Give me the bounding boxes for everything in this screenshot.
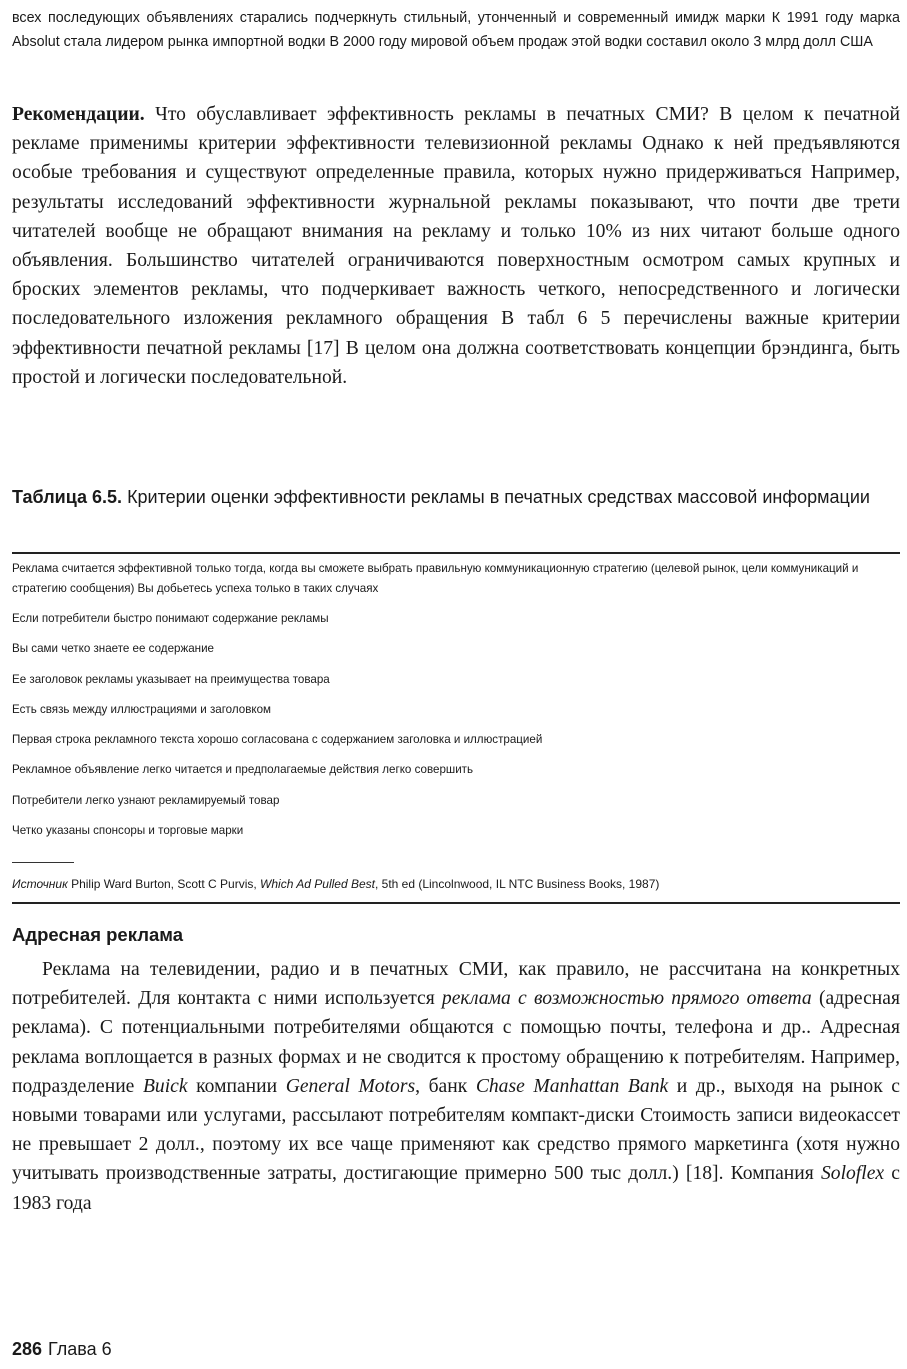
recommendations-paragraph (12, 100, 900, 392)
brand-chase: Chase Manhattan Bank (475, 1075, 669, 1097)
document-page (12, 0, 900, 1369)
criteria-row: Реклама считается эффективной только тогда, когда вы сможете выбрать правильную коммуникационную стратегию (целевой рынок, цели коммуникаций и стратегию сообщения) Вы добьетесь успеха только в таких случаях (12, 562, 859, 595)
section-heading: Адресная реклама (12, 924, 183, 945)
text-run: с 1983 года (12, 1163, 900, 1214)
table-source (12, 874, 900, 894)
table-bottom-rule (12, 902, 900, 904)
source-authors: Philip Ward Burton, Scott C Purvis, (67, 877, 261, 891)
page-footer (12, 1336, 112, 1362)
chapter-label: Глава 6 (48, 1339, 112, 1359)
source-label: Источник (12, 877, 68, 891)
lead-paragraph: всех последующих объявлениях старались подчеркнуть стильный, утонченный и современный имидж марки К 1991 году марка Absolut стала лидером рынка импортной водки В 2000 году мировой объем продаж этой водки составил около 3 млрд долл США (12, 10, 900, 50)
source-title: Which Ad Pulled Best (260, 877, 375, 891)
criteria-row: Потребители легко узнают рекламируемый товар (12, 793, 280, 807)
table-number: Таблица 6.5. (12, 487, 123, 507)
page-number: 286 (12, 1339, 43, 1359)
text-run: , банк (415, 1075, 476, 1097)
brand-buick: Buick (142, 1075, 188, 1097)
criteria-row: Если потребители быстро понимают содержание рекламы (12, 612, 329, 625)
brand-soloflex: Soloflex (820, 1163, 885, 1185)
text-run: компании (187, 1075, 286, 1097)
criteria-row: Ее заголовок рекламы указывает на преимущества товара (12, 672, 330, 686)
term-direct-response: реклама с возможностью прямого ответа (441, 988, 812, 1010)
criteria-row: Вы сами четко знаете ее содержание (12, 642, 214, 656)
table-top-rule (12, 552, 900, 554)
text-run: и др., выходя на рынок с новыми товарами или услугами, рассылают потребителям компакт-диски Стоимость записи видеокассет не превышает 2 долл., поэтому их все чаще применяют как средство прямого маркетинга (хотя нужно учитывать производственные затраты, достигающие примерно 500 тыс долл.) [18]. Компания (12, 1075, 901, 1185)
section-body (12, 955, 900, 1218)
table-caption (12, 483, 900, 512)
criteria-row: Первая строка рекламного текста хорошо согласована с содержанием заголовка и иллюстрацией (12, 733, 543, 747)
recommendations-text: Что обуславливает эффективность рекламы в печатных СМИ? В целом к печатной рекламе применимы критерии эффективности телевизионной рекламы Однако к ней предъявляются особые требования и существуют определенные правила, которых нужно придерживаться Например, результаты исследований эффективности журнальной рекламы показывают, что почти две трети читателей вообще не обращают внимания на рекламу и только 10% из них читают больше одного объявления. Большинство читателей ограничиваются поверхностным осмотром самых крупных и броских элементов рекламы, что подчеркивает важность четкого, непосредственного и логически последовательного изложения рекламного обращения В табл 6 5 перечислены важные критерии эффективности печатной рекламы [17] В целом она должна соответствовать концепции брэндинга, быть простой и логически последовательной. (12, 104, 900, 388)
text-run: (адресная реклама). С потенциальными потребителями общаются с помощью почты, телефона и др.. Адресная реклама воплощается в разных формах и не сводится к простому обращению к потребителям. Например, подразделение (12, 988, 901, 1097)
source-rest: , 5th ed (Lincolnwood, IL NTC Business Books, 1987) (374, 877, 660, 891)
text-run: Реклама на телевидении, радио и в печатных СМИ, как правило, не рассчитана на конкретных потребителей. Для контакта с ними используется (12, 959, 900, 1010)
recommendations-label: Рекомендации. (12, 104, 145, 125)
section-paragraph (12, 955, 900, 1218)
criteria-row: Четко указаны спонсоры и торговые марки (12, 824, 244, 838)
source-separator (12, 862, 74, 863)
criteria-list (12, 559, 900, 851)
criteria-row: Есть связь между иллюстрациями и заголовком (12, 702, 271, 716)
criteria-row: Рекламное объявление легко читается и предполагаемые действия легко совершить (12, 763, 474, 777)
brand-general-motors: General Motors (285, 1075, 416, 1097)
table-title: Критерии оценки эффективности рекламы в печатных средствах массовой информации (122, 487, 870, 507)
